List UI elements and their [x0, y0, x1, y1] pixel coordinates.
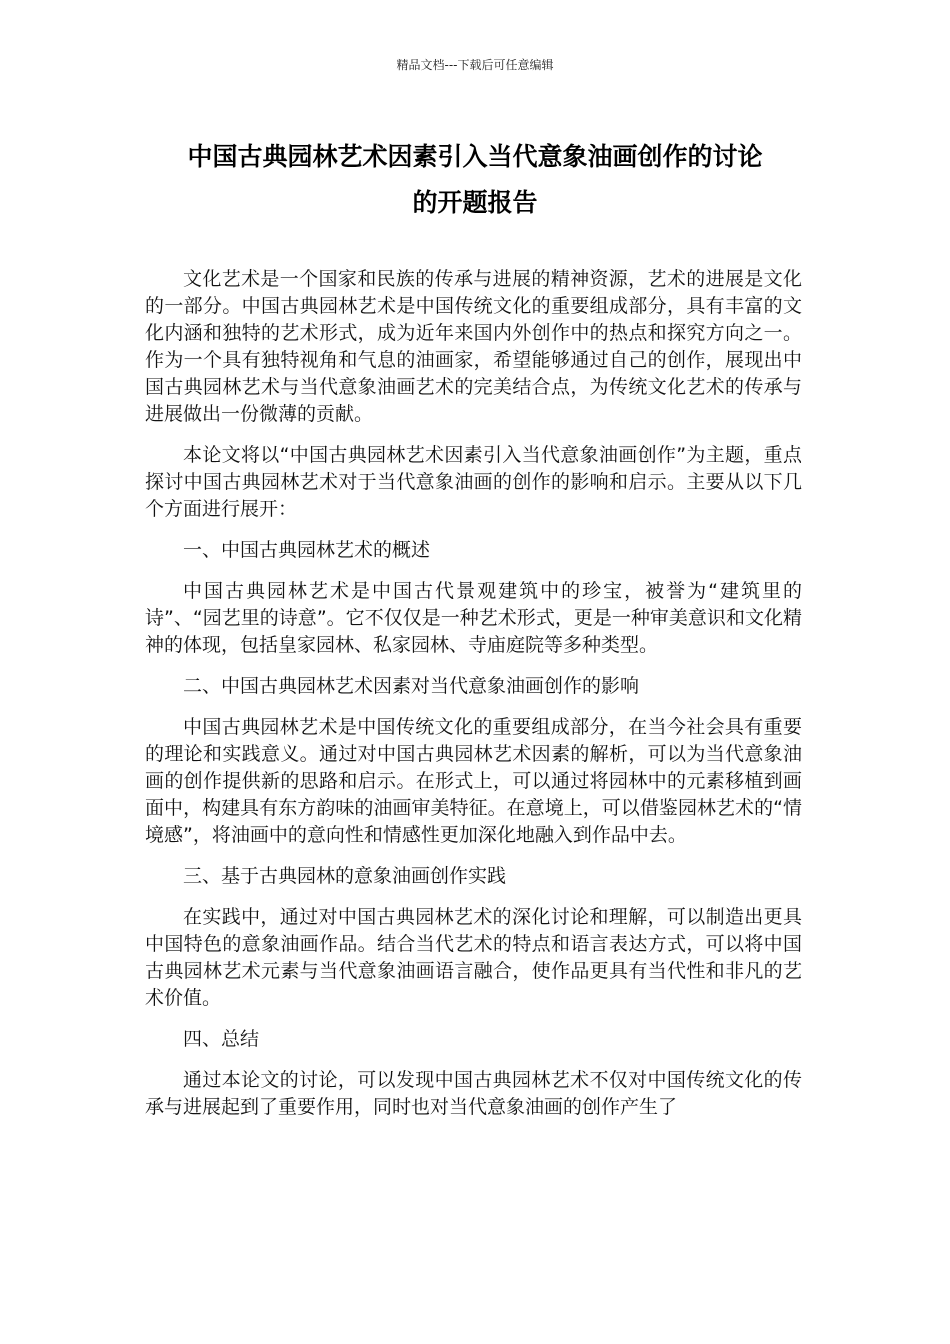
section-2-heading: 二、中国古典园林艺术因素对当代意象油画创作的影响 — [183, 675, 640, 697]
section-1-paragraph: 中国古典园林艺术是中国古代景观建筑中的珍宝，被誉为“建筑里的诗”、“园艺里的诗意”。它不仅仅是一种艺术形式，更是一种审美意识和文化精神的体现，包括皇家园林、私家园林、寺庙庭院等多种类型。 — [145, 580, 802, 656]
intro-paragraph-1: 文化艺术是一个国家和民族的传承与进展的精神资源，艺术的进展是文化的一部分。中国古典园林艺术是中国传统文化的重要组成部分，具有丰富的文化内涵和独特的艺术形式，成为近年来国内外创作中的热点和探究方向之一。作为一个具有独特视角和气息的油画家，希望能够通过自己的创作，展现出中国古典园林艺术与当代意象油画艺术的完美结合点，为传统文化艺术的传承与进展做出一份微薄的贡献。 — [145, 268, 802, 425]
intro-paragraph-2: 本论文将以“中国古典园林艺术因素引入当代意象油画创作”为主题，重点探讨中国古典园林艺术对于当代意象油画的创作的影响和启示。主要从以下几个方面进行展开： — [145, 444, 802, 520]
section-3-paragraph: 在实践中，通过对中国古典园林艺术的深化讨论和理解，可以制造出更具中国特色的意象油画作品。结合当代艺术的特点和语言表达方式，可以将中国古典园林艺术元素与当代意象油画语言融合，使作品更具有当代性和非凡的艺术价值。 — [145, 906, 802, 1009]
document-title — [120, 134, 830, 226]
section-4-heading: 四、总结 — [183, 1028, 260, 1050]
section-1-heading: 一、中国古典园林艺术的概述 — [183, 539, 431, 561]
title-line-2: 的开题报告 — [412, 188, 538, 217]
header-note: 精品文档---下载后可任意编辑 — [396, 58, 554, 72]
title-line-1: 中国古典园林艺术因素引入当代意象油画创作的讨论 — [187, 142, 763, 171]
section-3-heading: 三、基于古典园林的意象油画创作实践 — [183, 865, 507, 887]
document-body — [145, 266, 802, 1135]
section-4-paragraph: 通过本论文的讨论，可以发现中国古典园林艺术不仅对中国传统文化的传承与进展起到了重要作用，同时也对当代意象油画的创作产生了 — [145, 1069, 802, 1118]
section-2-paragraph: 中国古典园林艺术是中国传统文化的重要组成部分，在当今社会具有重要的理论和实践意义。通过对中国古典园林艺术因素的解析，可以为当代意象油画的创作提供新的思路和启示。在形式上，可以通过将园林中的元素移植到画面中，构建具有东方韵味的油画审美特征。在意境上，可以借鉴园林艺术的“情境感”，将油画中的意向性和情感性更加深化地融入到作品中去。 — [145, 716, 802, 846]
